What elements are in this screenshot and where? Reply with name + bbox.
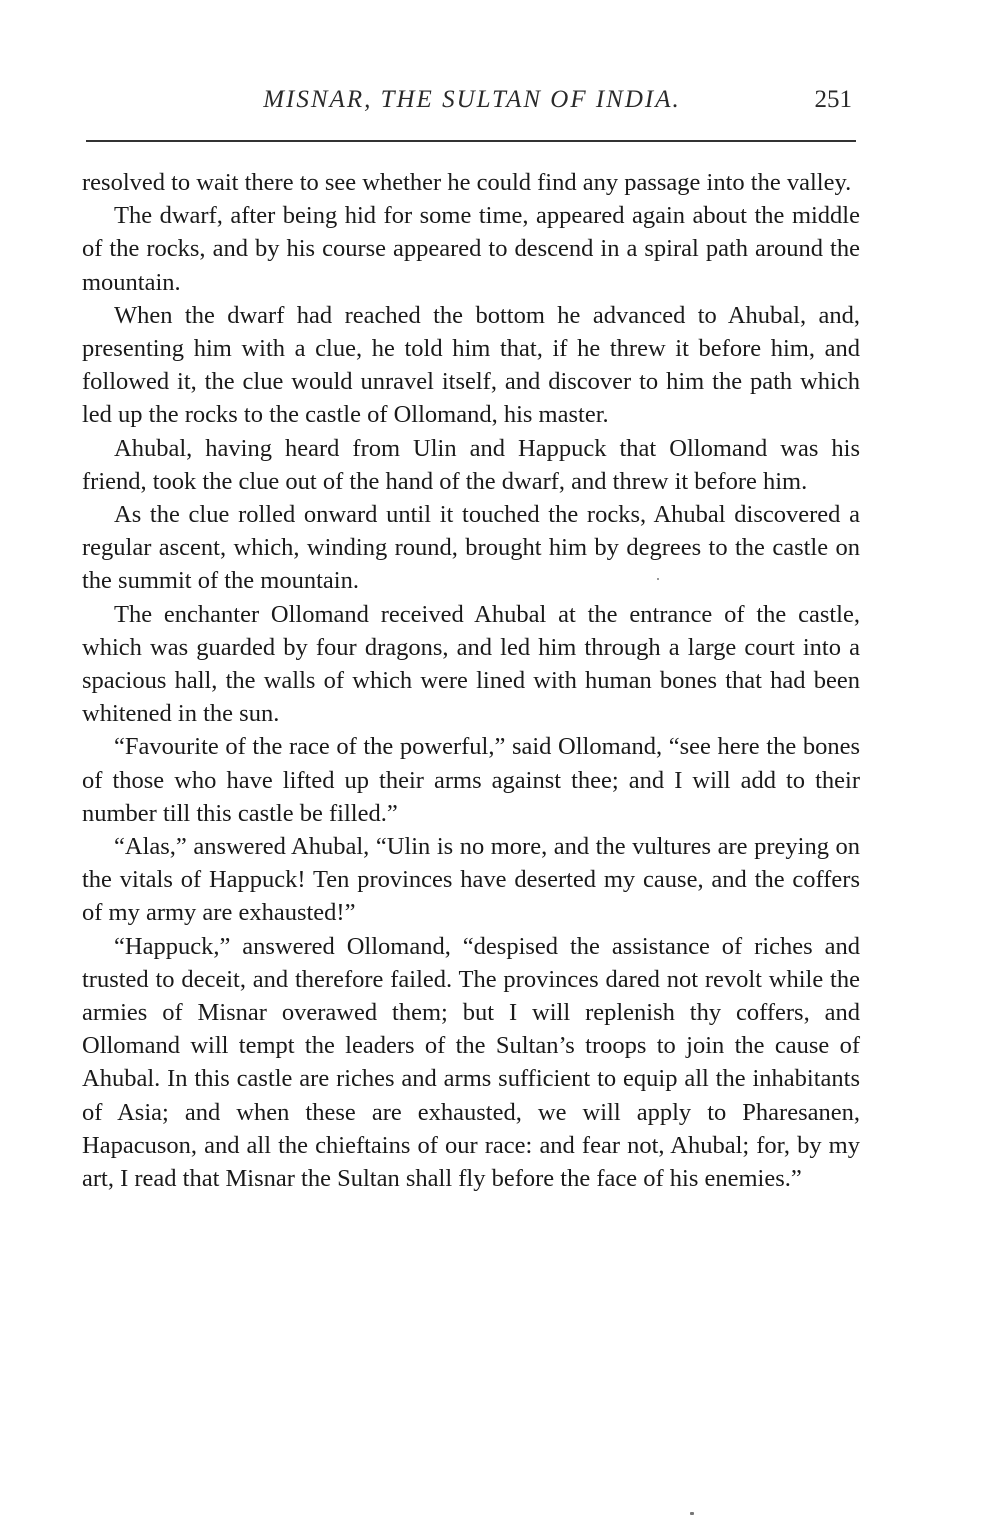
header-rule — [86, 140, 856, 142]
running-head — [84, 86, 860, 126]
paragraph: The dwarf, after being hid for some time, appeared again about the middle of the rocks, and by his course appeared to descend in a spiral path around the mountain. — [82, 202, 860, 296]
running-title: MISNAR, THE SULTAN OF INDIA. — [263, 86, 681, 113]
body-text — [82, 166, 860, 1195]
paragraph: When the dwarf had reached the bottom he advanced to Ahubal, and, presenting him with a clue, he told him that, if he threw it before him, and followed it, the clue would unravel itself, and discover to him the path which led up the rocks to the castle of Ollomand, his master. — [82, 301, 860, 429]
print-speck — [690, 1512, 694, 1515]
paragraph: The enchanter Ollomand received Ahubal at the entrance of the castle, which was guarded by four dragons, and led him through a large court into a spacious hall, the walls of which were lined with human bones that had been whitened in the sun. — [82, 600, 860, 728]
paragraph: “Alas,” answered Ahubal, “Ulin is no more, and the vultures are preying on the vitals of Happuck! Ten provinces have deserted my cause, and the coffers of my army are exhausted!” — [82, 833, 860, 927]
paragraph: As the clue rolled onward until it touched the rocks, Ahubal discovered a regular ascent, which, winding round, brought him by degrees to the castle on the summit of the mountain. — [82, 501, 860, 595]
paragraph: Ahubal, having heard from Ulin and Happuck that Ollomand was his friend, took the clue out of the hand of the dwarf, and threw it before him. — [82, 434, 860, 495]
paragraph: “Favourite of the race of the powerful,” said Ollomand, “see here the bones of those who have lifted up their arms against thee; and I will add to their number till this castle be filled.” — [82, 733, 860, 827]
paragraph: “Happuck,” answered Ollomand, “despised the assistance of riches and trusted to deceit, and therefore failed. The provinces dared not revolt while the armies of Misnar overawed them; but I will replenish thy coffers, and Ollomand will tempt the leaders of the Sultan’s troops to join the cause of Ahubal. In this castle are riches and arms sufficient to equip all the inhabitants of Asia; and when these are exhausted, we will apply to Pharesanen, Hapacuson, and all the chieftains of our race: and fear not, Ahubal; for, by my art, I read that Misnar the Sultan shall fly before the face of his enemies.” — [82, 932, 860, 1193]
paragraph: resolved to wait there to see whether he could find any passage into the valley. — [82, 169, 852, 196]
print-speck — [657, 578, 659, 580]
page-number: 251 — [814, 86, 852, 113]
